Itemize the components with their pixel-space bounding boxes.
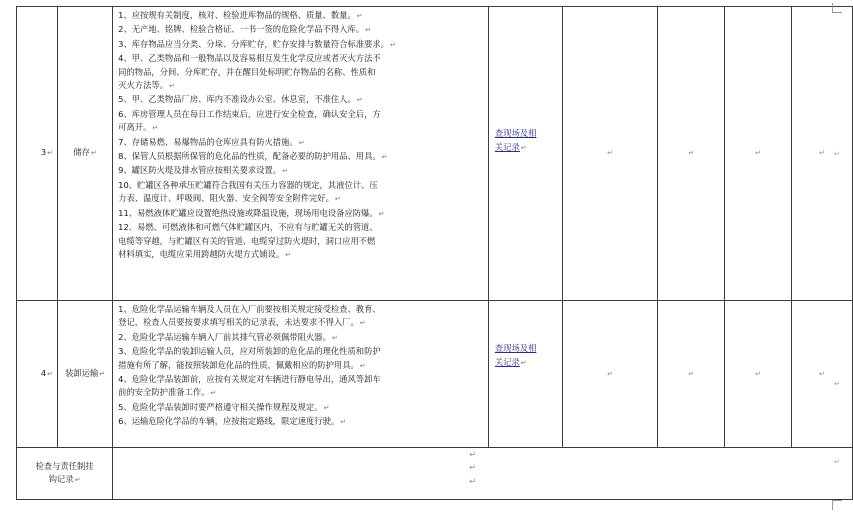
- table-row-storage: [17, 7, 853, 301]
- content-line: 11、易燃液体贮罐应设置绝热设施或降温设施，现场用电设备应防爆。↵: [118, 207, 385, 218]
- inspection-content-cell: [113, 301, 489, 448]
- content-line: 10、贮罐区各种承压贮罐符合我国有关压力容器的规定，其液位计、压: [118, 179, 378, 190]
- content-line: 3、库存物品应当分类、分垛、分库贮存，贮存安排与数量符合标准要求。↵: [118, 38, 396, 49]
- inspection-item-label: 储存: [73, 147, 90, 158]
- content-line: 2、无产地、铭牌、检验合格证、一书一签的危险化学品不得入库。↵: [118, 24, 371, 35]
- inspection-item-label: 装卸运输: [65, 367, 99, 378]
- content-line: 3、危险化学品的装卸运输人员，应对所装卸的危化品的理化性质和防护: [118, 346, 381, 357]
- check-method-cell: [488, 301, 562, 448]
- page-corner-mark: [832, 500, 842, 510]
- content-line: 电缆等穿越，与贮罐区有关的管道、电缆穿过防火堤时，洞口应用不燃: [118, 235, 376, 246]
- content-line: 12、易燃、可燃液体和可燃气体贮罐区内，不应有与贮罐无关的管道、: [118, 222, 378, 233]
- footer-label-line: 钩记录: [48, 474, 74, 484]
- content-line: 2、危险化学品运输车辆入厂前其排气管必须佩带阻火器。↵: [118, 331, 338, 342]
- check-method: 查现场及相 关记录↵: [494, 343, 537, 367]
- inspection-item-cell: 储存↵: [58, 7, 113, 301]
- content-line: 可离开。↵: [118, 122, 159, 133]
- table-row-loading: [17, 301, 853, 448]
- row-end-mark: ↵: [834, 380, 840, 388]
- row-number-cell: 3↵: [17, 7, 58, 301]
- content-line: 1、应按规有关制度，核对、检验进库物品的规格、质量、数量。↵: [118, 10, 363, 20]
- content-line: 8、保管人员根据所保管的危化品的性质，配备必要的防护用品、用具。↵: [118, 151, 388, 162]
- result-cell[interactable]: ↵: [725, 7, 792, 301]
- footer-label-cell: 检查与责任制挂 钩记录↵: [17, 448, 113, 500]
- content-line: 4、甲、乙类物品和一般物品以及容易相互发生化学反应或者灭火方法不: [118, 53, 381, 64]
- content-line: 5、甲、乙类物品厂房、库内不准设办公室、休息室，不准住人。↵: [118, 94, 363, 105]
- content-line: 4、危险化学品装卸前，应按有关规定对车辆进行静电导出，通风等卸车: [118, 374, 381, 385]
- result-cell[interactable]: ↵: [658, 301, 725, 448]
- result-cell[interactable]: ↵: [791, 7, 852, 301]
- content-line: 前的安全防护准备工作。↵: [118, 387, 217, 398]
- content-line: 5、危险化学品装卸时要严格遵守相关操作规程及规定。↵: [118, 401, 330, 412]
- row-number: 3: [40, 147, 47, 158]
- result-cell[interactable]: ↵: [562, 301, 658, 448]
- page-corner-mark: [832, 3, 842, 13]
- content-line: 6、运输危险化学品的车辆，应按指定路线，限定速度行驶。↵: [118, 416, 347, 427]
- content-line: 登记，检查人员要按要求填写相关的记录表，未达要求不得入厂。↵: [118, 317, 366, 328]
- result-cell[interactable]: ↵: [791, 301, 852, 448]
- content-line: 同的物品，分间、分库贮存，并在醒目处标明贮存物品的名称、性质和: [118, 66, 376, 77]
- inspection-table: [16, 6, 853, 500]
- content-line: 灭火方法等。↵: [118, 80, 175, 91]
- row-number: 4: [40, 367, 47, 378]
- content-line: 措施有所了解，能按照装卸危化品的性质，佩戴相应的防护用具。↵: [118, 359, 366, 370]
- row-end-mark: ↵: [834, 458, 840, 466]
- table-row-footer: [17, 448, 853, 500]
- content-line: 力表、温度计、呼吸阀、阻火器、安全阀等安全附件完好。↵: [118, 193, 341, 204]
- content-line: 1、危险化学品运输车辆及人员在入厂前要按相关规定接受检查、教育、: [118, 304, 381, 314]
- check-method: 查现场及相 关记录↵: [494, 128, 537, 152]
- result-cell[interactable]: ↵: [562, 7, 658, 301]
- footer-record-cell[interactable]: ↵ ↵ ↵: [113, 448, 853, 500]
- check-method-cell: [488, 7, 562, 301]
- content-line: 材料填实，电缆应采用跨越防火堤方式铺设。↵: [118, 248, 291, 259]
- content-line: 7、存储易燃、易爆物品的仓库应具有防火措施。↵: [118, 136, 305, 147]
- inspection-content-cell: [113, 7, 489, 301]
- row-number-cell: 4↵: [17, 301, 58, 448]
- content-line: 9、罐区防火堤及排水管应按相关要求设置。↵: [118, 165, 288, 176]
- footer-label-line: 检查与责任制挂: [35, 460, 94, 471]
- content-line: 6、库房管理人员在每日工作结束后，应进行安全检查，确认安全后，方: [118, 108, 381, 119]
- result-cell[interactable]: ↵: [658, 7, 725, 301]
- row-end-mark: ↵: [834, 150, 840, 158]
- inspection-item-cell: 装卸运输↵: [58, 301, 113, 448]
- result-cell[interactable]: ↵: [725, 301, 792, 448]
